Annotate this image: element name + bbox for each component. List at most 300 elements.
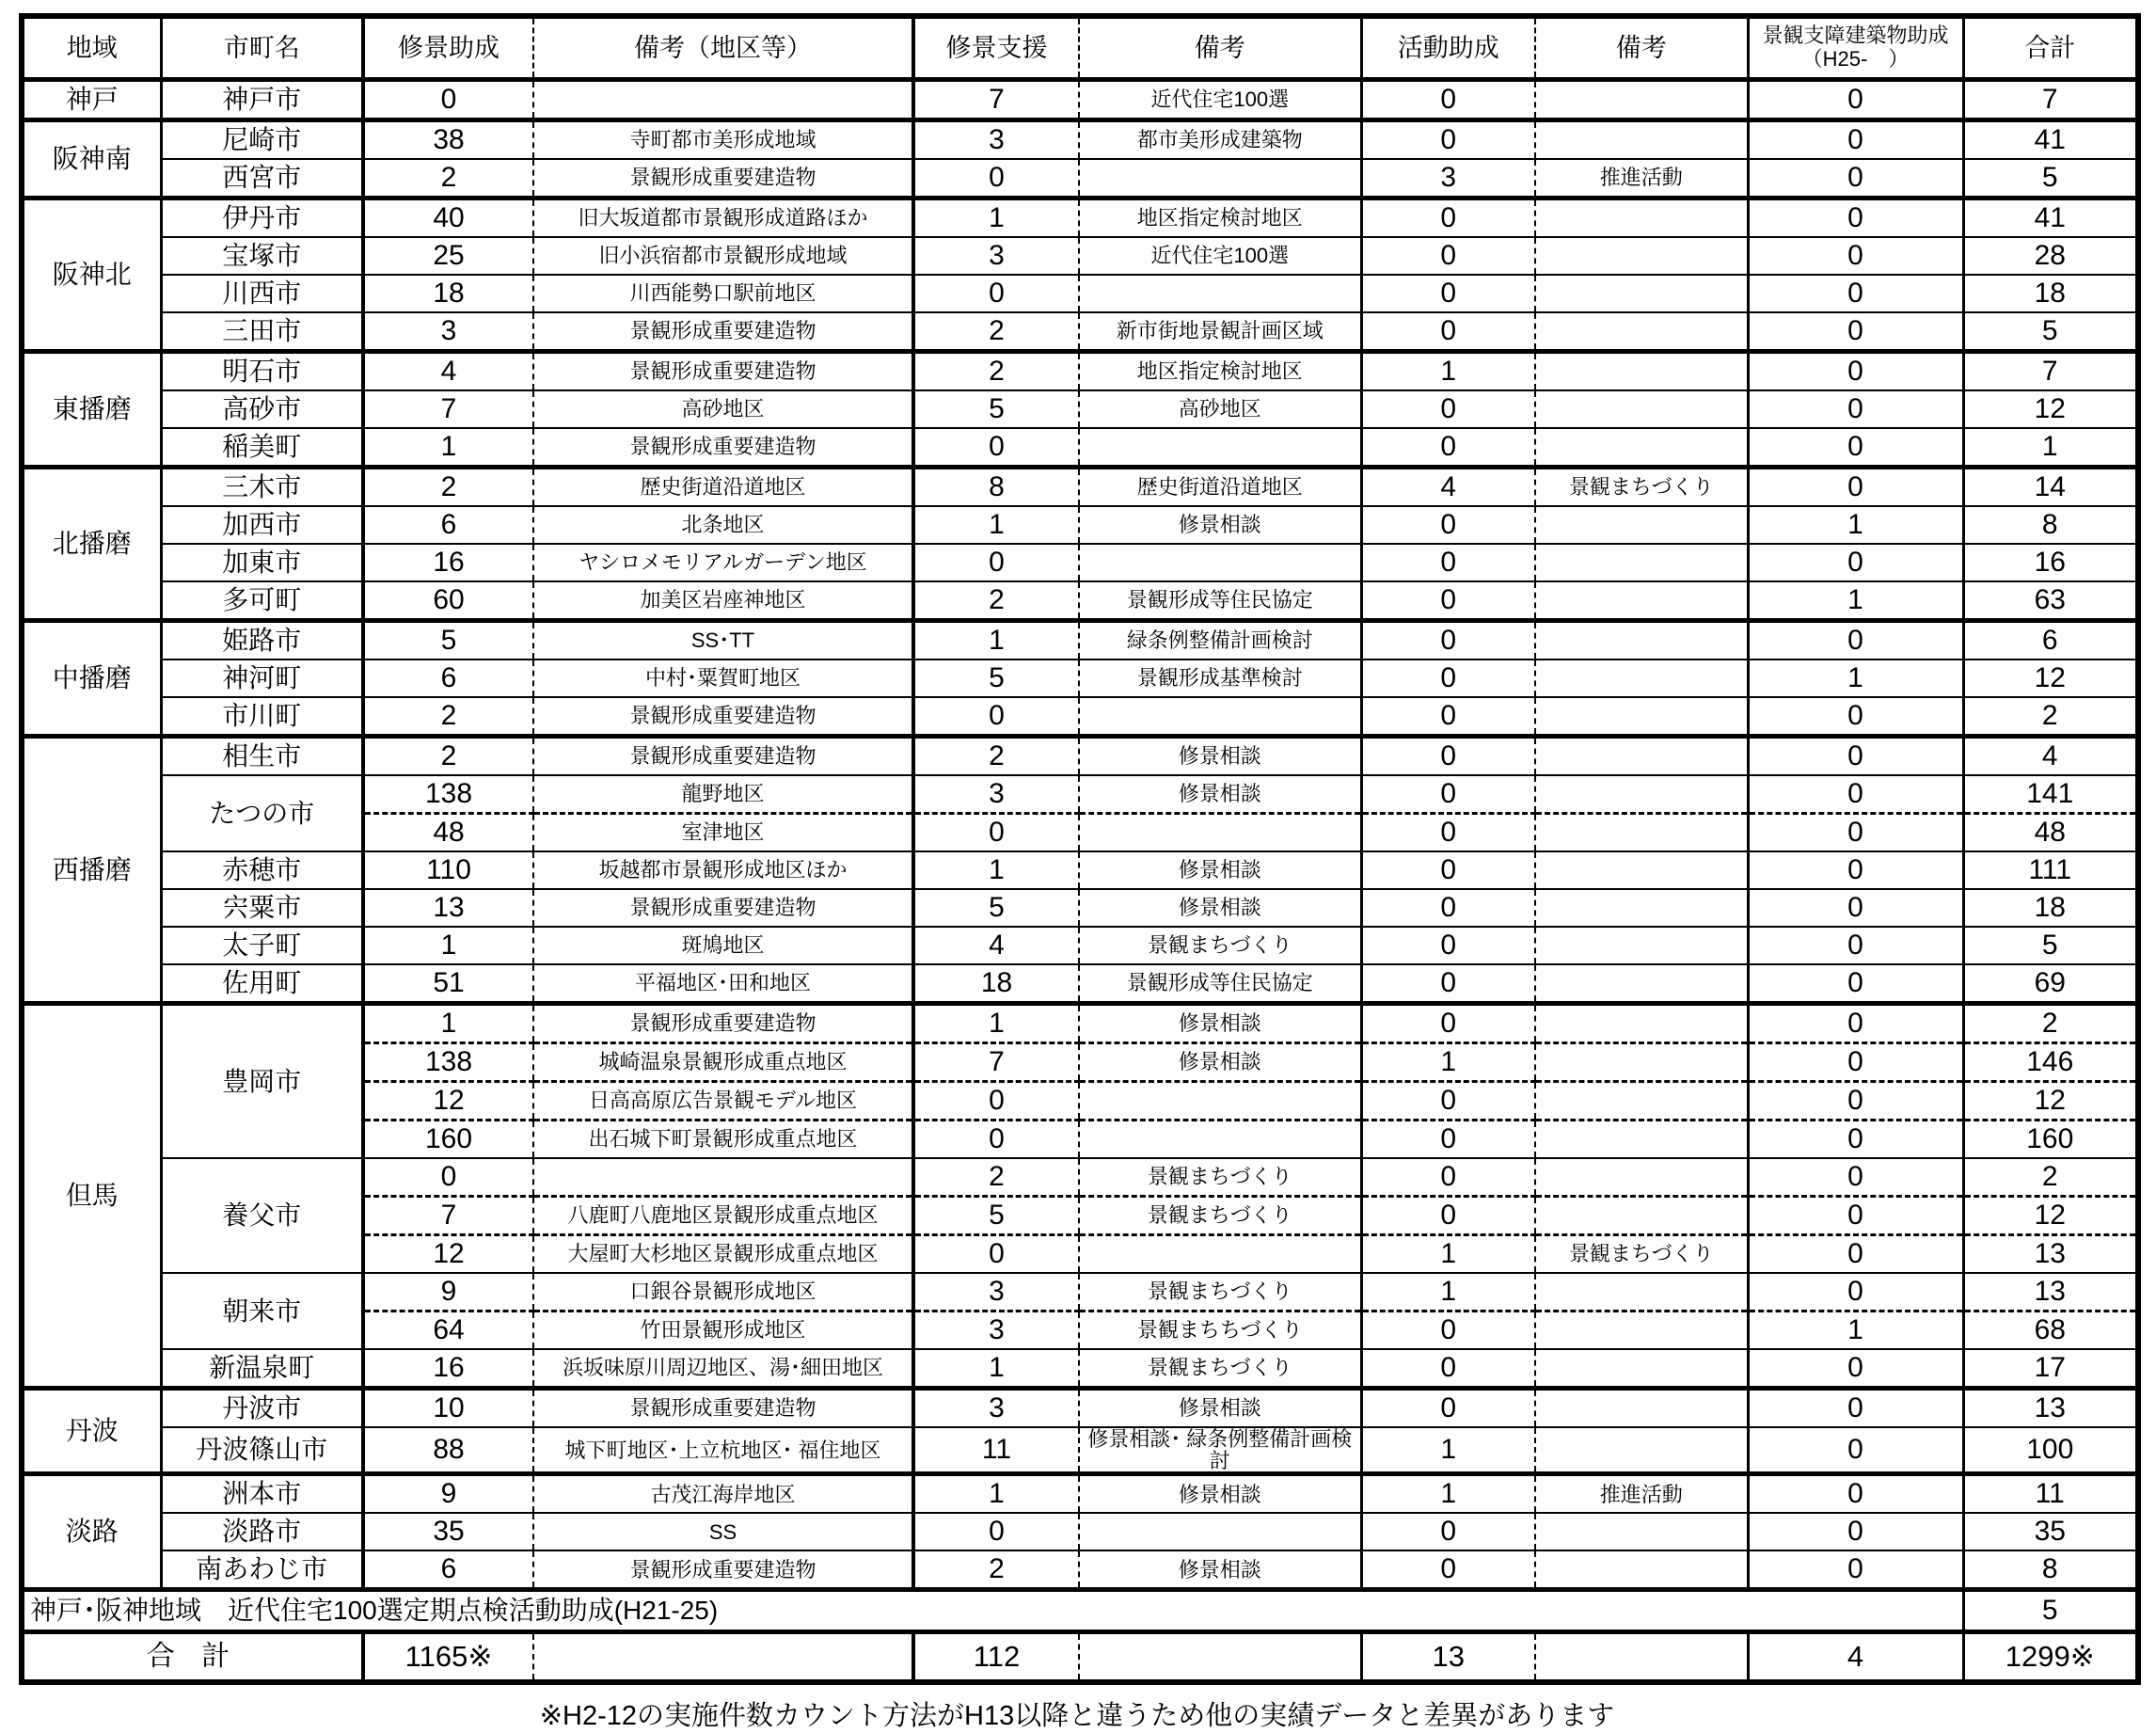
table-row — [22, 199, 2138, 238]
keikan-shisho-cell: 0 — [1748, 390, 1963, 428]
keikan-shisho-cell: 0 — [1748, 352, 1963, 391]
remark-district-cell: 浜坂味原川周辺地区、湯･細田地区 — [533, 1349, 913, 1389]
remark-2-cell — [1079, 1121, 1361, 1159]
row-total-cell: 111 — [1963, 851, 2138, 889]
keikan-shisho-cell: 0 — [1748, 1349, 1963, 1389]
katsudo-josei-cell: 1 — [1361, 1474, 1535, 1514]
keikan-shisho-cell: 1 — [1748, 1312, 1963, 1350]
shukei-shien-cell: 5 — [913, 1197, 1079, 1235]
table-row — [22, 1273, 2138, 1312]
city-cell: 佐用町 — [161, 964, 363, 1004]
keikan-shisho-cell: 0 — [1748, 80, 1963, 120]
remark-2-cell: 高砂地区 — [1079, 390, 1361, 428]
remark-2-cell: 景観まちづくり — [1079, 927, 1361, 964]
total-keikan-shisho: 4 — [1748, 1632, 1963, 1683]
row-total-cell: 18 — [1963, 275, 2138, 312]
remark-district-cell: SS — [533, 1513, 913, 1550]
row-total-cell: 12 — [1963, 1082, 2138, 1121]
keikan-shisho-cell: 0 — [1748, 1273, 1963, 1312]
keikan-shisho-cell: 0 — [1748, 1550, 1963, 1590]
table-row — [22, 390, 2138, 428]
special-row-total: 5 — [1963, 1590, 2138, 1632]
keikan-shisho-cell: 0 — [1748, 927, 1963, 964]
shukei-josei-cell: 6 — [363, 660, 533, 697]
remark-2-cell: 景観形成基準検討 — [1079, 660, 1361, 697]
shukei-shien-cell: 7 — [913, 1043, 1079, 1082]
keikan-shisho-cell: 0 — [1748, 814, 1963, 852]
city-cell: 西宮市 — [161, 159, 363, 199]
remark-3-cell — [1535, 312, 1748, 352]
shukei-josei-cell: 12 — [363, 1082, 533, 1121]
remark-district-cell: 室津地区 — [533, 814, 913, 852]
city-cell: 伊丹市 — [161, 199, 363, 238]
shukei-josei-cell: 9 — [363, 1273, 533, 1312]
remark-district-cell: 八鹿町八鹿地区景観形成重点地区 — [533, 1197, 913, 1235]
katsudo-josei-cell: 0 — [1361, 1349, 1535, 1389]
shukei-josei-cell: 6 — [363, 506, 533, 544]
city-cell: 加西市 — [161, 506, 363, 544]
row-total-cell: 5 — [1963, 927, 2138, 964]
katsudo-josei-cell: 0 — [1361, 581, 1535, 621]
shukei-shien-cell: 2 — [913, 1158, 1079, 1197]
keikan-shisho-cell: 0 — [1748, 1158, 1963, 1197]
shukei-josei-cell: 110 — [363, 851, 533, 889]
city-cell: 多可町 — [161, 581, 363, 621]
row-total-cell: 28 — [1963, 237, 2138, 275]
remark-3-cell — [1535, 237, 1748, 275]
keikan-shisho-cell: 0 — [1748, 1427, 1963, 1474]
remark-2-cell: 修景相談 — [1079, 851, 1361, 889]
remark-2-cell: 景観まちちづくり — [1079, 1312, 1361, 1350]
row-total-cell: 17 — [1963, 1349, 2138, 1389]
remark-3-cell: 推進活動 — [1535, 1474, 1748, 1514]
katsudo-josei-cell: 0 — [1361, 1550, 1535, 1590]
remark-2-cell: 地区指定検討地区 — [1079, 199, 1361, 238]
shukei-shien-cell: 3 — [913, 1273, 1079, 1312]
keikan-shisho-cell: 0 — [1748, 120, 1963, 160]
shukei-shien-cell: 2 — [913, 581, 1079, 621]
remark-district-cell: 景観形成重要建造物 — [533, 312, 913, 352]
row-total-cell: 5 — [1963, 312, 2138, 352]
remark-2-cell: 都市美形成建築物 — [1079, 120, 1361, 160]
remark-district-cell: 景観形成重要建造物 — [533, 697, 913, 737]
katsudo-josei-cell: 0 — [1361, 1389, 1535, 1428]
remark-district-cell: 出石城下町景観形成重点地区 — [533, 1121, 913, 1159]
city-cell: 神戸市 — [161, 80, 363, 120]
remark-2-cell: 修景相談 — [1079, 737, 1361, 776]
remark-2-cell: 修景相談 — [1079, 1004, 1361, 1043]
keikan-shisho-cell: 0 — [1748, 1082, 1963, 1121]
shukei-josei-cell: 5 — [363, 621, 533, 660]
remark-2-cell — [1079, 275, 1361, 312]
remark-district-cell: 加美区岩座神地区 — [533, 581, 913, 621]
remark-2-cell: 修景相談･ 緑条例整備計画検討 — [1079, 1427, 1361, 1474]
katsudo-josei-cell: 0 — [1361, 889, 1535, 927]
region-cell: 東播磨 — [22, 352, 161, 468]
remark-district-cell: 口銀谷景観形成地区 — [533, 1273, 913, 1312]
city-cell: 南あわじ市 — [161, 1550, 363, 1590]
city-cell: 新温泉町 — [161, 1349, 363, 1389]
katsudo-josei-cell: 0 — [1361, 544, 1535, 581]
region-cell: 但馬 — [22, 1004, 161, 1389]
shukei-josei-cell: 16 — [363, 544, 533, 581]
remark-3-cell — [1535, 1273, 1748, 1312]
remark-3-cell — [1535, 581, 1748, 621]
shukei-josei-cell: 38 — [363, 120, 533, 160]
shukei-josei-cell: 12 — [363, 1235, 533, 1274]
katsudo-josei-cell: 3 — [1361, 159, 1535, 199]
shukei-shien-cell: 1 — [913, 851, 1079, 889]
row-total-cell: 14 — [1963, 468, 2138, 507]
total-remark-2 — [1079, 1632, 1361, 1683]
remark-district-cell: 旧小浜宿都市景観形成地域 — [533, 237, 913, 275]
keikan-shisho-cell: 0 — [1748, 889, 1963, 927]
keikan-shisho-cell: 0 — [1748, 964, 1963, 1004]
row-total-cell: 41 — [1963, 120, 2138, 160]
remark-3-cell — [1535, 660, 1748, 697]
remark-3-cell — [1535, 1550, 1748, 1590]
remark-3-cell — [1535, 1427, 1748, 1474]
remark-district-cell: 景観形成重要建造物 — [533, 1004, 913, 1043]
row-total-cell: 11 — [1963, 1474, 2138, 1514]
shukei-shien-cell: 1 — [913, 621, 1079, 660]
remark-district-cell: 景観形成重要建造物 — [533, 159, 913, 199]
header-row — [22, 16, 2138, 80]
shukei-josei-cell: 0 — [363, 1158, 533, 1197]
keikan-shisho-cell: 0 — [1748, 312, 1963, 352]
remark-3-cell — [1535, 1082, 1748, 1121]
remark-2-cell: 景観まちづくり — [1079, 1349, 1361, 1389]
remark-3-cell — [1535, 775, 1748, 814]
city-cell: 丹波篠山市 — [161, 1427, 363, 1474]
city-cell: 赤穂市 — [161, 851, 363, 889]
keikan-shisho-cell: 0 — [1748, 1043, 1963, 1082]
table-row — [22, 1474, 2138, 1514]
row-total-cell: 5 — [1963, 159, 2138, 199]
city-cell: 川西市 — [161, 275, 363, 312]
remark-3-cell — [1535, 697, 1748, 737]
shukei-shien-cell: 3 — [913, 1389, 1079, 1428]
remark-3-cell — [1535, 199, 1748, 238]
table-row — [22, 159, 2138, 199]
city-cell: 洲本市 — [161, 1474, 363, 1514]
remark-district-cell: 旧大坂道都市景観形成道路ほか — [533, 199, 913, 238]
table-row — [22, 1349, 2138, 1389]
keikan-shisho-cell: 0 — [1748, 199, 1963, 238]
remark-district-cell: 城崎温泉景観形成重点地区 — [533, 1043, 913, 1082]
total-grand: 1299※ — [1963, 1632, 2138, 1683]
shukei-shien-cell: 2 — [913, 352, 1079, 391]
table-row — [22, 506, 2138, 544]
shukei-josei-cell: 48 — [363, 814, 533, 852]
keikan-shisho-cell: 1 — [1748, 581, 1963, 621]
table-row — [22, 927, 2138, 964]
row-total-cell: 13 — [1963, 1235, 2138, 1274]
keikan-shisho-cell: 1 — [1748, 506, 1963, 544]
city-cell: 丹波市 — [161, 1389, 363, 1428]
katsudo-josei-cell: 0 — [1361, 1121, 1535, 1159]
remark-3-cell: 推進活動 — [1535, 159, 1748, 199]
remark-district-cell: 城下町地区･上立杭地区･ 福住地区 — [533, 1427, 913, 1474]
city-cell: 相生市 — [161, 737, 363, 776]
row-total-cell: 12 — [1963, 390, 2138, 428]
row-total-cell: 2 — [1963, 697, 2138, 737]
city-cell: 三木市 — [161, 468, 363, 507]
remark-district-cell: 景観形成重要建造物 — [533, 352, 913, 391]
remark-district-cell: 龍野地区 — [533, 775, 913, 814]
shukei-josei-cell: 0 — [363, 80, 533, 120]
row-total-cell: 7 — [1963, 352, 2138, 391]
table-row — [22, 352, 2138, 391]
table-row — [22, 120, 2138, 160]
city-cell: 明石市 — [161, 352, 363, 391]
shukei-josei-cell: 138 — [363, 1043, 533, 1082]
keikan-shisho-cell: 0 — [1748, 851, 1963, 889]
table-row — [22, 851, 2138, 889]
keikan-shisho-cell: 0 — [1748, 621, 1963, 660]
remark-district-cell: 北条地区 — [533, 506, 913, 544]
table-row — [22, 697, 2138, 737]
row-total-cell: 146 — [1963, 1043, 2138, 1082]
shukei-josei-cell: 1 — [363, 1004, 533, 1043]
row-total-cell: 16 — [1963, 544, 2138, 581]
remark-2-cell: 修景相談 — [1079, 1474, 1361, 1514]
shukei-shien-cell: 5 — [913, 390, 1079, 428]
remark-3-cell: 景観まちづくり — [1535, 468, 1748, 507]
shukei-shien-cell: 0 — [913, 1235, 1079, 1274]
table-row — [22, 621, 2138, 660]
shukei-shien-cell: 0 — [913, 1121, 1079, 1159]
shukei-shien-cell: 3 — [913, 237, 1079, 275]
remark-3-cell — [1535, 275, 1748, 312]
remark-2-cell — [1079, 697, 1361, 737]
shukei-shien-cell: 1 — [913, 506, 1079, 544]
remark-3-cell — [1535, 1158, 1748, 1197]
keikan-shisho-cell: 0 — [1748, 468, 1963, 507]
remark-2-cell: 修景相談 — [1079, 1550, 1361, 1590]
remark-district-cell: 景観形成重要建造物 — [533, 1550, 913, 1590]
header-keikan-shisho: 景観支障建築物助成（H25- ） — [1748, 16, 1963, 80]
shukei-josei-cell: 35 — [363, 1513, 533, 1550]
shukei-josei-cell: 1 — [363, 927, 533, 964]
region-cell: 淡路 — [22, 1474, 161, 1590]
table-row — [22, 468, 2138, 507]
city-cell: 宍粟市 — [161, 889, 363, 927]
remark-2-cell: 修景相談 — [1079, 506, 1361, 544]
total-katsudo-josei: 13 — [1361, 1632, 1535, 1683]
shukei-shien-cell: 4 — [913, 927, 1079, 964]
keikan-shisho-cell: 0 — [1748, 159, 1963, 199]
city-cell: たつの市 — [161, 775, 363, 851]
total-row-label: 合 計 — [22, 1632, 363, 1683]
row-total-cell: 12 — [1963, 660, 2138, 697]
city-cell: 朝来市 — [161, 1273, 363, 1349]
shukei-josei-cell: 18 — [363, 275, 533, 312]
row-total-cell: 18 — [1963, 889, 2138, 927]
shukei-shien-cell: 0 — [913, 1082, 1079, 1121]
shukei-shien-cell: 18 — [913, 964, 1079, 1004]
city-cell: 加東市 — [161, 544, 363, 581]
shukei-josei-cell: 7 — [363, 1197, 533, 1235]
shukei-josei-cell: 10 — [363, 1389, 533, 1428]
remark-3-cell — [1535, 1043, 1748, 1082]
row-total-cell: 141 — [1963, 775, 2138, 814]
shukei-josei-cell: 1 — [363, 428, 533, 468]
city-cell: 豊岡市 — [161, 1004, 363, 1159]
shukei-shien-cell: 0 — [913, 544, 1079, 581]
shukei-shien-cell: 0 — [913, 1513, 1079, 1550]
shukei-josei-cell: 2 — [363, 697, 533, 737]
shukei-josei-cell: 64 — [363, 1312, 533, 1350]
remark-3-cell — [1535, 737, 1748, 776]
row-total-cell: 2 — [1963, 1158, 2138, 1197]
table-row — [22, 660, 2138, 697]
shukei-josei-cell: 16 — [363, 1349, 533, 1389]
katsudo-josei-cell: 0 — [1361, 428, 1535, 468]
remark-2-cell: 近代住宅100選 — [1079, 237, 1361, 275]
remark-2-cell: 景観形成等住民協定 — [1079, 964, 1361, 1004]
remark-district-cell — [533, 1158, 913, 1197]
row-total-cell: 48 — [1963, 814, 2138, 852]
katsudo-josei-cell: 0 — [1361, 775, 1535, 814]
row-total-cell: 63 — [1963, 581, 2138, 621]
header-region: 地域 — [22, 16, 161, 80]
keikan-shisho-cell: 1 — [1748, 660, 1963, 697]
remark-2-cell: 修景相談 — [1079, 889, 1361, 927]
shukei-josei-cell: 40 — [363, 199, 533, 238]
remark-district-cell: 景観形成重要建造物 — [533, 428, 913, 468]
table-row — [22, 1389, 2138, 1428]
remark-3-cell — [1535, 814, 1748, 852]
remark-3-cell — [1535, 1513, 1748, 1550]
table-row — [22, 237, 2138, 275]
city-cell: 神河町 — [161, 660, 363, 697]
remark-district-cell: 景観形成重要建造物 — [533, 737, 913, 776]
remark-3-cell — [1535, 506, 1748, 544]
remark-district-cell: 斑鳩地区 — [533, 927, 913, 964]
footnote: ※H2-12の実施件数カウント方法がH13以降と違うため他の実績データと差異があります — [539, 1701, 1615, 1732]
remark-2-cell: 修景相談 — [1079, 1043, 1361, 1082]
remark-2-cell: 歴史街道沿道地区 — [1079, 468, 1361, 507]
katsudo-josei-cell: 0 — [1361, 199, 1535, 238]
keikan-shisho-cell: 0 — [1748, 237, 1963, 275]
table-row — [22, 544, 2138, 581]
table-body — [22, 80, 2138, 1590]
region-cell: 中播磨 — [22, 621, 161, 737]
shukei-josei-cell: 13 — [363, 889, 533, 927]
region-cell: 丹波 — [22, 1389, 161, 1474]
keikan-shisho-cell: 0 — [1748, 1474, 1963, 1514]
katsudo-josei-cell: 0 — [1361, 390, 1535, 428]
remark-2-cell — [1079, 428, 1361, 468]
table-row — [22, 312, 2138, 352]
remark-district-cell: 寺町都市美形成地域 — [533, 120, 913, 160]
keikan-shisho-cell: 0 — [1748, 1235, 1963, 1274]
katsudo-josei-cell: 0 — [1361, 814, 1535, 852]
keikan-shisho-cell: 0 — [1748, 1389, 1963, 1428]
header-katsudo-josei: 活動助成 — [1361, 16, 1535, 80]
remark-district-cell: 竹田景観形成地区 — [533, 1312, 913, 1350]
shukei-shien-cell: 7 — [913, 80, 1079, 120]
keikan-shisho-cell: 0 — [1748, 1121, 1963, 1159]
keikan-shisho-cell: 0 — [1748, 1513, 1963, 1550]
table-row — [22, 1513, 2138, 1550]
region-cell: 阪神北 — [22, 199, 161, 352]
remark-3-cell — [1535, 1389, 1748, 1428]
remark-2-cell — [1079, 1513, 1361, 1550]
row-total-cell: 69 — [1963, 964, 2138, 1004]
row-total-cell: 35 — [1963, 1513, 2138, 1550]
remark-3-cell — [1535, 1004, 1748, 1043]
katsudo-josei-cell: 0 — [1361, 927, 1535, 964]
remark-district-cell: 大屋町大杉地区景観形成重点地区 — [533, 1235, 913, 1274]
katsudo-josei-cell: 0 — [1361, 80, 1535, 120]
shukei-josei-cell: 2 — [363, 737, 533, 776]
remark-2-cell: 地区指定検討地区 — [1079, 352, 1361, 391]
katsudo-josei-cell: 0 — [1361, 964, 1535, 1004]
shukei-shien-cell: 2 — [913, 737, 1079, 776]
table-row — [22, 275, 2138, 312]
city-cell: 市川町 — [161, 697, 363, 737]
remark-district-cell: 歴史街道沿道地区 — [533, 468, 913, 507]
shukei-josei-cell: 60 — [363, 581, 533, 621]
shukei-josei-cell: 160 — [363, 1121, 533, 1159]
shukei-shien-cell: 0 — [913, 814, 1079, 852]
katsudo-josei-cell: 0 — [1361, 621, 1535, 660]
remark-2-cell: 景観まちづくり — [1079, 1158, 1361, 1197]
table-row — [22, 1004, 2138, 1043]
shukei-josei-cell: 4 — [363, 352, 533, 391]
shukei-josei-cell: 3 — [363, 312, 533, 352]
katsudo-josei-cell: 1 — [1361, 1427, 1535, 1474]
remark-district-cell: SS･TT — [533, 621, 913, 660]
shukei-shien-cell: 2 — [913, 312, 1079, 352]
remark-2-cell: 緑条例整備計画検討 — [1079, 621, 1361, 660]
header-total: 合計 — [1963, 16, 2138, 80]
remark-district-cell: 川西能勢口駅前地区 — [533, 275, 913, 312]
shukei-josei-cell: 25 — [363, 237, 533, 275]
remark-3-cell — [1535, 621, 1748, 660]
katsudo-josei-cell: 0 — [1361, 312, 1535, 352]
katsudo-josei-cell: 0 — [1361, 1158, 1535, 1197]
row-total-cell: 13 — [1963, 1389, 2138, 1428]
total-row — [22, 1632, 2138, 1683]
row-total-cell: 68 — [1963, 1312, 2138, 1350]
remark-district-cell: 古茂江海岸地区 — [533, 1474, 913, 1514]
total-remark-district — [533, 1632, 913, 1683]
city-cell: 三田市 — [161, 312, 363, 352]
shukei-shien-cell: 3 — [913, 1312, 1079, 1350]
special-row — [22, 1590, 2138, 1632]
city-cell: 姫路市 — [161, 621, 363, 660]
katsudo-josei-cell: 0 — [1361, 1004, 1535, 1043]
row-total-cell: 100 — [1963, 1427, 2138, 1474]
shukei-josei-cell: 138 — [363, 775, 533, 814]
city-cell: 高砂市 — [161, 390, 363, 428]
remark-2-cell: 景観まちづくり — [1079, 1197, 1361, 1235]
remark-3-cell — [1535, 1312, 1748, 1350]
shukei-shien-cell: 1 — [913, 199, 1079, 238]
subsidy-table — [19, 13, 2141, 1685]
remark-3-cell — [1535, 80, 1748, 120]
shukei-josei-cell: 2 — [363, 468, 533, 507]
shukei-shien-cell: 5 — [913, 889, 1079, 927]
remark-district-cell: 景観形成重要建造物 — [533, 1389, 913, 1428]
shukei-shien-cell: 8 — [913, 468, 1079, 507]
table-row — [22, 775, 2138, 814]
katsudo-josei-cell: 0 — [1361, 275, 1535, 312]
katsudo-josei-cell: 0 — [1361, 737, 1535, 776]
